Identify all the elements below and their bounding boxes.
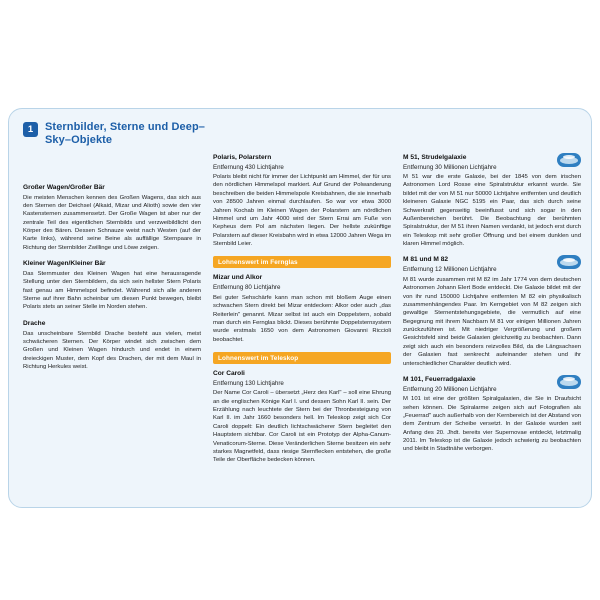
telescope-icon: [557, 375, 581, 389]
column-1: [23, 154, 201, 380]
article-body: Das unscheinbare Sternbild Drache besteht aus vielen, meist schwächeren Sternen. Der Körper windet sich zwischen dem Großen und Kleinen Wagen hindurch und endet in einem dreieckigen Muster, dem Kopf des Drachen, der mit dem Maul in Richtung Herkules weist.: [23, 330, 201, 371]
article-heading: Cor Caroli: [213, 370, 245, 378]
article-heading: Polaris, Polarstern: [213, 153, 272, 161]
ribbon-teleskop: Lohnenswert im Teleskop: [213, 352, 391, 364]
card-header: [23, 121, 577, 148]
article-polaris: [213, 154, 391, 249]
article-heading: Kleiner Wagen/Kleiner Bär: [23, 260, 106, 268]
article-heading: Drache: [23, 319, 46, 327]
article-subheading: Entfernung 430 Lichtjahre: [213, 163, 284, 171]
article-grosser-wagen: [23, 184, 201, 252]
columns-container: [23, 153, 581, 473]
telescope-icon: [557, 255, 581, 269]
article-heading: M 101, Feuerradgalaxie: [403, 375, 476, 383]
article-body: M 101 ist eine der größten Spiralgalaxien, die Sie in Draufsicht sehen können. Die Spiralarme zeigen sich auf Fotografien als „Feuerrad" auch außerhalb von der Kernbereich ist der Abstand von dem Zentrum der Scheibe versetzt. In der Galaxie wurden seit Anfang des 20. Jhdt. bereits vier Supernovae entdeckt, letztmalig 2011. Im Teleskop ist die Galaxie jedoch schwierig zu beobachten und bleibt in Stadtnähe verborgen.: [403, 396, 581, 453]
article-m81-m82: [403, 256, 581, 367]
article-subheading: Entfernung 130 Lichtjahre: [213, 379, 284, 387]
section-number-badge: 1: [23, 122, 38, 137]
article-body: M 51 war die erste Galaxie, bei der 1845 von dem irischen Astronomen Lord Rosse eine Spiralstruktur erkannt wurde. Sie bildet mit der von M 51 nur 50000 Lichtjahre entfernten und deutlich kleineren Galaxie NGC 5195 ein Paar, das sich durch seine Schwerkraft gegenseitig beeinflusst und sich sogar in den Außenbereichen berührt. Die Beobachtung der berühmten Spiralstruktur, der M 51 ihren Namen verdankt, ist jedoch erst durch ein Teleskop mit sehr großer Öffnung und bei einem dunklen und klaren Himmel möglich.: [403, 174, 581, 248]
telescope-icon: [557, 153, 581, 167]
article-heading: M 51, Strudelgalaxie: [403, 153, 467, 161]
article-drache: [23, 320, 201, 372]
article-body: Die meisten Menschen kennen des Großen Wagens, das sich aus den Sternen der Deichsel (Alkaid, Mizar und Alioth) sowie den vier Kastensternen zusammensetzt. Der Große Wagen ist aber nur der zentrale Teil des eigentlichen Sternbilds und verzweibildlicht den Körper des Bären. Dessen Schnauze weist nach Westen (auf der Karte links), während seine Beine als auffällige Sternpaare in Richtung der Sternbilder Zwillinge und Löwe zeigen.: [23, 194, 201, 251]
article-mizar-alkor: [213, 274, 391, 344]
article-body: Polaris bleibt nicht für immer der Lichtpunkt am Himmel, der für uns den nördlichen Himmelspol markiert. Auf Grund der Polwanderung beschreiben die beiden Himmelspole Kreisbahnen, die sie innerhalb von 28500 Jahren einmal durchlaufen. So war vor etwa 3000 Jahren Kochab im Kleinen Wagen der Polarstern am nördlichen Himmel und um Jahr 4000 wird der Stern Errai am Fuße von Kepheus dem Pol am nächsten liegen. Der hellste zukünftige Polarstern auf dieser Kreisbahn wird in etwa 12000 Jahren Wega im Sternbild Leier.: [213, 174, 391, 248]
article-body: Der Name Cor Caroli – übersetzt „Herz des Karl" – soll eine Ehrung an die englischen Könige Karl I. und dessen Sohn Karl II. sein. Der Erzählung nach leuchtete der Stern bei der Thronbesteigung von Karl II. im Jahr 1660 besonders hell. Im Teleskop zeigt sich Cor Caroli doppelt: Ein deutlich lichtschwächerer Stern begleitet den Hauptstern sichtbar. Cor Caroli ist ein Prototyp der Alpha-Canum-Venaticorum-Sterne. Diese Veränderlichen Sterne besitzen ein sehr starkes Magnetfeld, dass riesige Sternflecken entstehen, die große Teile der Oberfläche bedecken können.: [213, 390, 391, 464]
article-subheading: Entfernung 12 Millionen Lichtjahre: [403, 266, 497, 274]
article-heading: Großer Wagen/Großer Bär: [23, 183, 105, 191]
article-m51: [403, 154, 581, 249]
article-body: M 81 wurde zusammen mit M 82 im Jahr 1774 von dem deutschen Astronomen Johann Elert Bode entdeckt. Die Galaxie bildet mit der von ihr rund 150000 Lichtjahre entfernten M 82 ein physikalisch zusammenhängendes Paar. Im Kerngebiet von M 82 zeigen sich gewaltige Sternentstehungsgebiete, die vermutlich auf eine Begegnung mit ihrem Nachbarn M 81 vor einigen Millionen Jahren zurückzuführen ist. Mit niedriger Vergrößerung und großem Gesichtsfeld sind beide Galaxien gleichzeitig zu beobachten. Dann zeigt sich auch ein besonders reizvolles Bild, da die Längsachsen der Galaxien fast senkrecht aufeinander stehen und ihr unterschiedlicher Charakter deutlich wird.: [403, 276, 581, 367]
article-heading: M 81 und M 82: [403, 256, 449, 264]
article-cor-caroli: [213, 370, 391, 465]
article-body: Das Sternmuster des Kleinen Wagen hat eine herausragende Stellung unter den Sternbildern, da sich sein hellster Stern Polaris fast genau am Himmelspol befindet. Während sich alle anderen Sterne auf ihrer Bahn scheinbar um diesen Punkt bewegen, bleibt Polaris stets an seiner Stelle im Norden stehen.: [23, 270, 201, 311]
column-3: [403, 154, 581, 462]
info-card: [8, 108, 592, 508]
ribbon-fernglas: Lohnenswert im Fernglas: [213, 256, 391, 268]
article-subheading: Entfernung 20 Millionen Lichtjahre: [403, 385, 497, 393]
page-title: Sternbilder, Sterne und Deep–Sky–Objekte: [45, 121, 205, 147]
column-2: [213, 154, 391, 473]
article-heading: Mizar und Alkor: [213, 274, 263, 282]
article-subheading: Entfernung 80 Lichtjahre: [213, 284, 281, 292]
article-m101: [403, 376, 581, 454]
article-subheading: Entfernung 30 Millionen Lichtjahre: [403, 163, 497, 171]
article-body: Bei guter Sehschärfe kann man schon mit bloßem Auge einen schwachen Stern direkt bei Mizar entdecken: Alkor oder auch „das Reiterlein" genannt. Mizar selbst ist auch ein Doppelstern, sobald man durch ein Fernglas blickt. Dieses berühmte Doppelsternsystem wurde erstmals 1650 von dem Astronomen Giovanni Riccioli beobachtet.: [213, 294, 391, 343]
article-kleiner-wagen: [23, 260, 201, 312]
